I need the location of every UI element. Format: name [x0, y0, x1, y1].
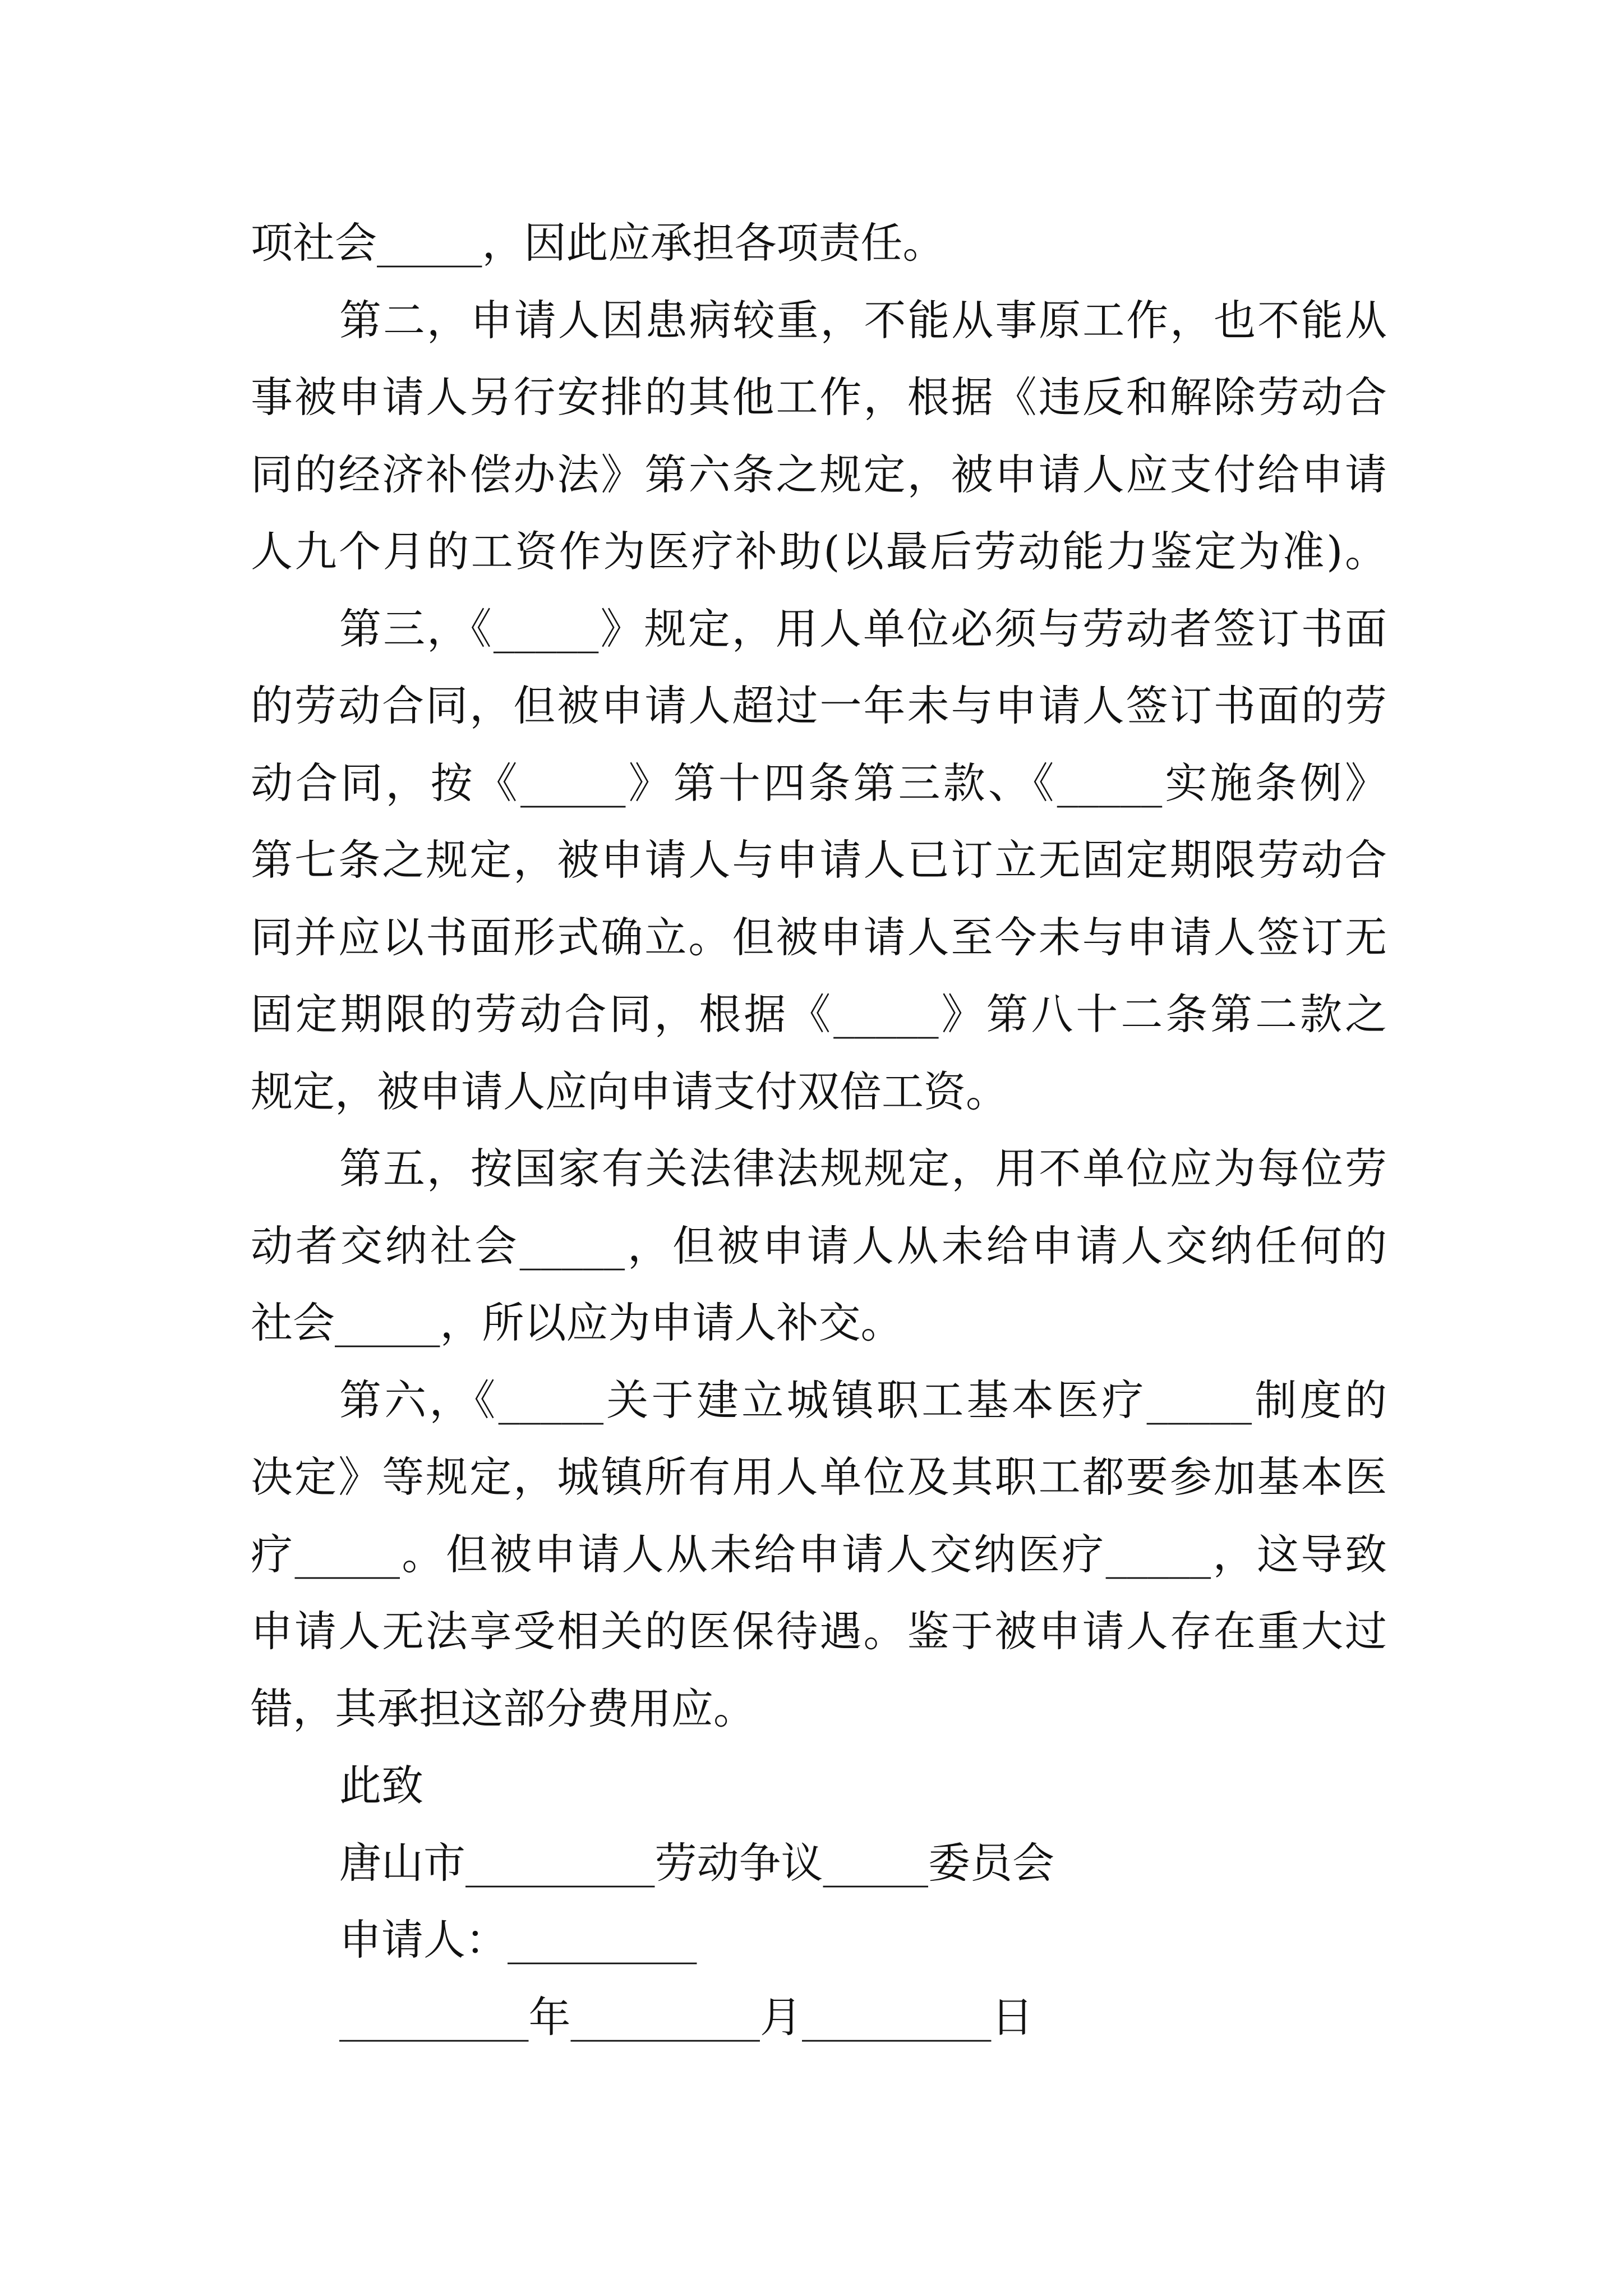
text-line: 的劳动合同，但被申请人超过一年未与申请人签订书面的劳: [251, 681, 1387, 730]
text-line: 疗_____。但被申请人从未给申请人交纳医疗_____，这导致: [251, 1529, 1387, 1579]
text-line: 动者交纳社会_____，但被申请人从未给申请人交纳任何的: [251, 1221, 1387, 1271]
text-line: 申请人无法享受相关的医保待遇。鉴于被申请人存在重大过: [251, 1607, 1387, 1656]
paragraph-sixth-point: [251, 1362, 1387, 1748]
paragraph-second-point: [251, 282, 1387, 591]
text-line: 社会_____，所以应为申请人补交。: [251, 1298, 903, 1347]
text-line: 第五，按国家有关法律法规规定，用不单位应为每位劳: [339, 1144, 1387, 1193]
text-line: 规定，被申请人应向申请支付双倍工资。: [251, 1066, 1008, 1116]
text-line: 第六，《_____关于建立城镇职工基本医疗_____制度的: [339, 1375, 1387, 1425]
text-line: 第二，申请人因患病较重，不能从事原工作，也不能从: [339, 295, 1387, 345]
text-line: 动合同，按《_____》第十四条第三款、《_____实施条例》: [251, 758, 1387, 808]
text-line: 人九个月的工资作为医疗补助(以最后劳动能力鉴定为准)。: [251, 527, 1387, 576]
text-line: 第三，《_____》规定，用人单位必须与劳动者签订书面: [339, 604, 1387, 654]
text-line: 同并应以书面形式确立。但被申请人至今未与申请人签订无: [251, 912, 1387, 962]
text-line: 决定》等规定，城镇所有用人单位及其职工都要参加基本医: [251, 1452, 1387, 1502]
text-line: 同的经济补偿办法》第六条之规定，被申请人应支付给申请: [251, 449, 1387, 499]
closing-block: [251, 1747, 1387, 2056]
paragraph-continuation: [251, 205, 1387, 282]
closing-recipient: 唐山市_________劳动争议_____委员会: [339, 1838, 1055, 1888]
document-body: [251, 205, 1387, 2056]
text-line: 固定期限的劳动合同，根据《_____》第八十二条第二款之: [251, 990, 1387, 1039]
paragraph-fifth-point: [251, 1130, 1387, 1362]
text-line: 事被申请人另行安排的其他工作，根据《违反和解除劳动合: [251, 372, 1387, 422]
closing-salutation: 此致: [339, 1761, 424, 1810]
closing-date: _________年_________月_________日: [339, 1992, 1034, 2042]
text-line: 第七条之规定，被申请人与申请人已订立无固定期限劳动合: [251, 835, 1387, 885]
text-line: 项社会_____，因此应承担各项责任。: [251, 218, 945, 268]
paragraph-third-point: [251, 591, 1387, 1131]
closing-applicant: 申请人：_________: [339, 1915, 697, 1964]
text-line: 错，其承担这部分费用应。: [251, 1683, 756, 1733]
